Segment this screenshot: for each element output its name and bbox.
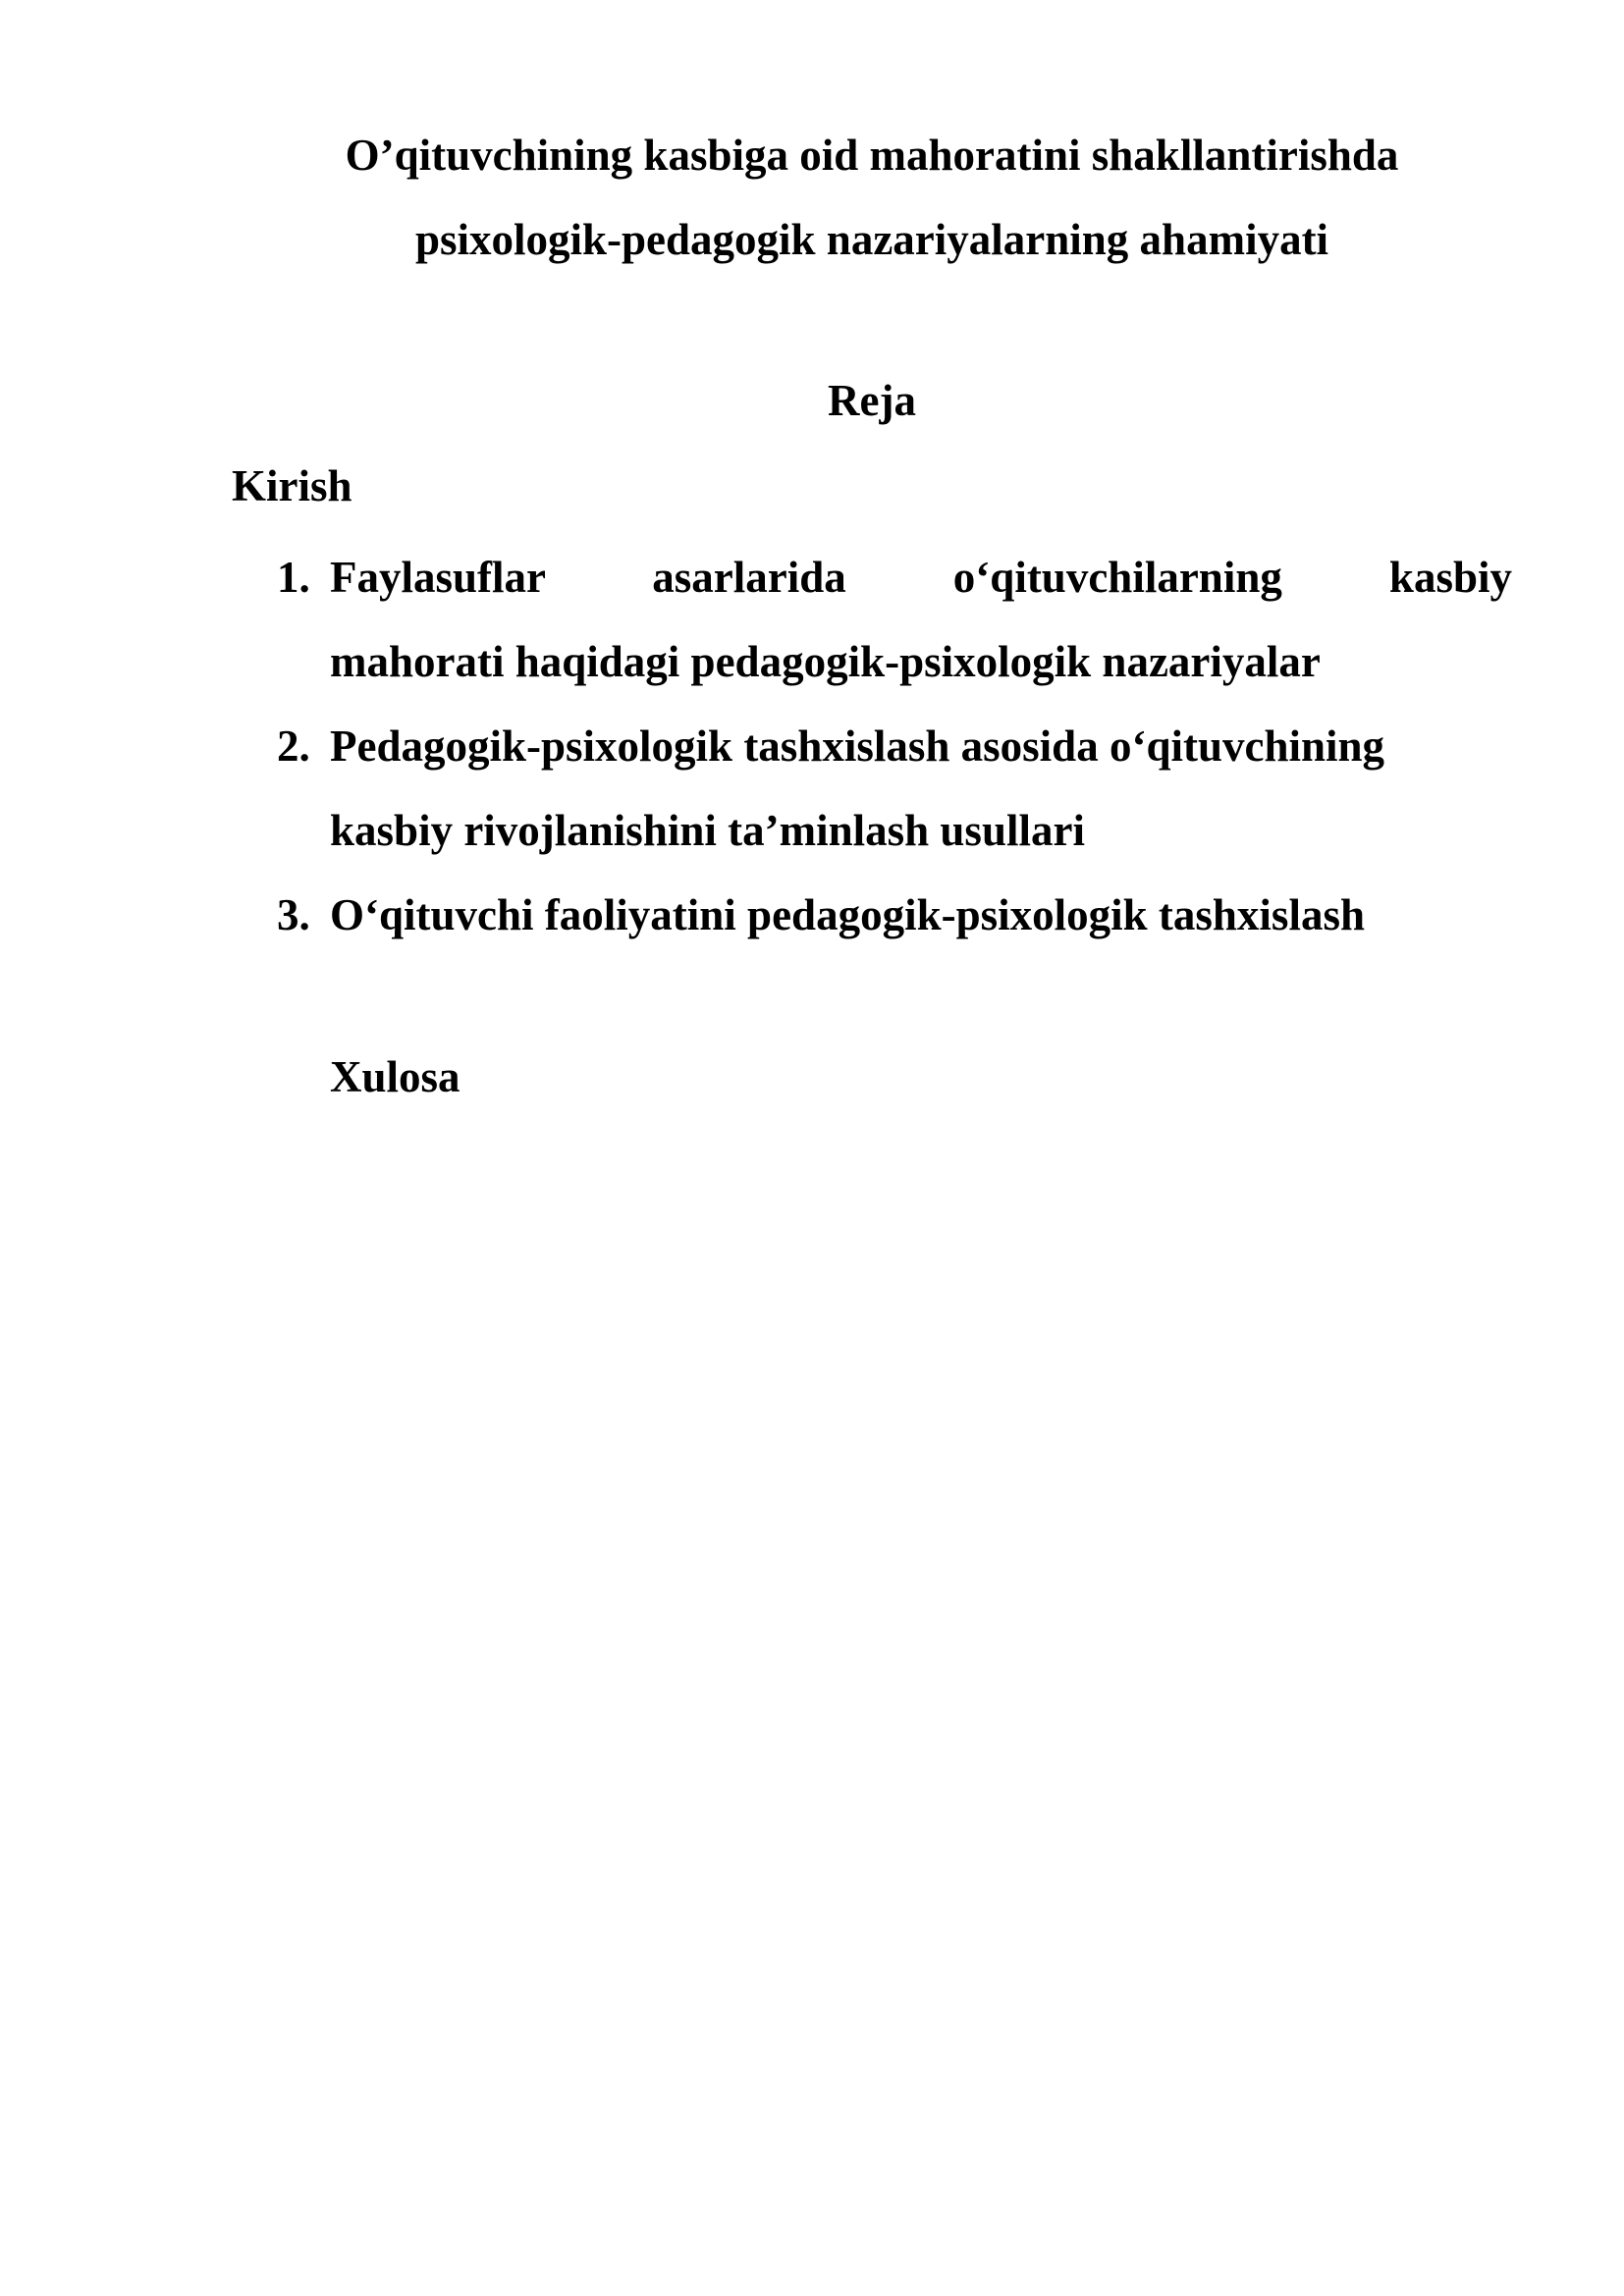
plan-item-text-line-1: Faylasuflar asarlarida o‘qituvchilarning kasbiy [330, 553, 1512, 602]
title-line-1: O’qituvchining kasbiga oid mahoratini shakllantirishda [345, 131, 1399, 180]
plan-item-number: 1. [277, 553, 310, 602]
plan-item-1 [277, 535, 1512, 704]
plan-list [277, 535, 1512, 957]
title-line-2: psixologik-pedagogik nazariyalarning ahamiyati [414, 215, 1329, 264]
plan-item-number: 3. [277, 890, 310, 939]
plan-item-text-line-2: kasbiy rivojlanishini ta’minlash usullari [330, 806, 1085, 855]
document-title [234, 113, 1510, 282]
conclusion-heading: Xulosa [330, 1052, 460, 1101]
plan-item-number: 2. [277, 721, 310, 771]
intro-heading: Kirish [232, 461, 352, 510]
plan-item-text-line-1: O‘qituvchi faoliyatini pedagogik-psixologik tashxislash [330, 890, 1365, 939]
plan-item-2 [277, 704, 1512, 873]
plan-heading: Reja [828, 376, 916, 425]
plan-item-3 [277, 873, 1512, 957]
plan-item-text-line-1: Pedagogik-psixologik tashxislash asosida o‘qituvchining [330, 721, 1385, 771]
plan-item-text-line-2: mahorati haqidagi pedagogik-psixologik nazariyalar [330, 637, 1321, 686]
